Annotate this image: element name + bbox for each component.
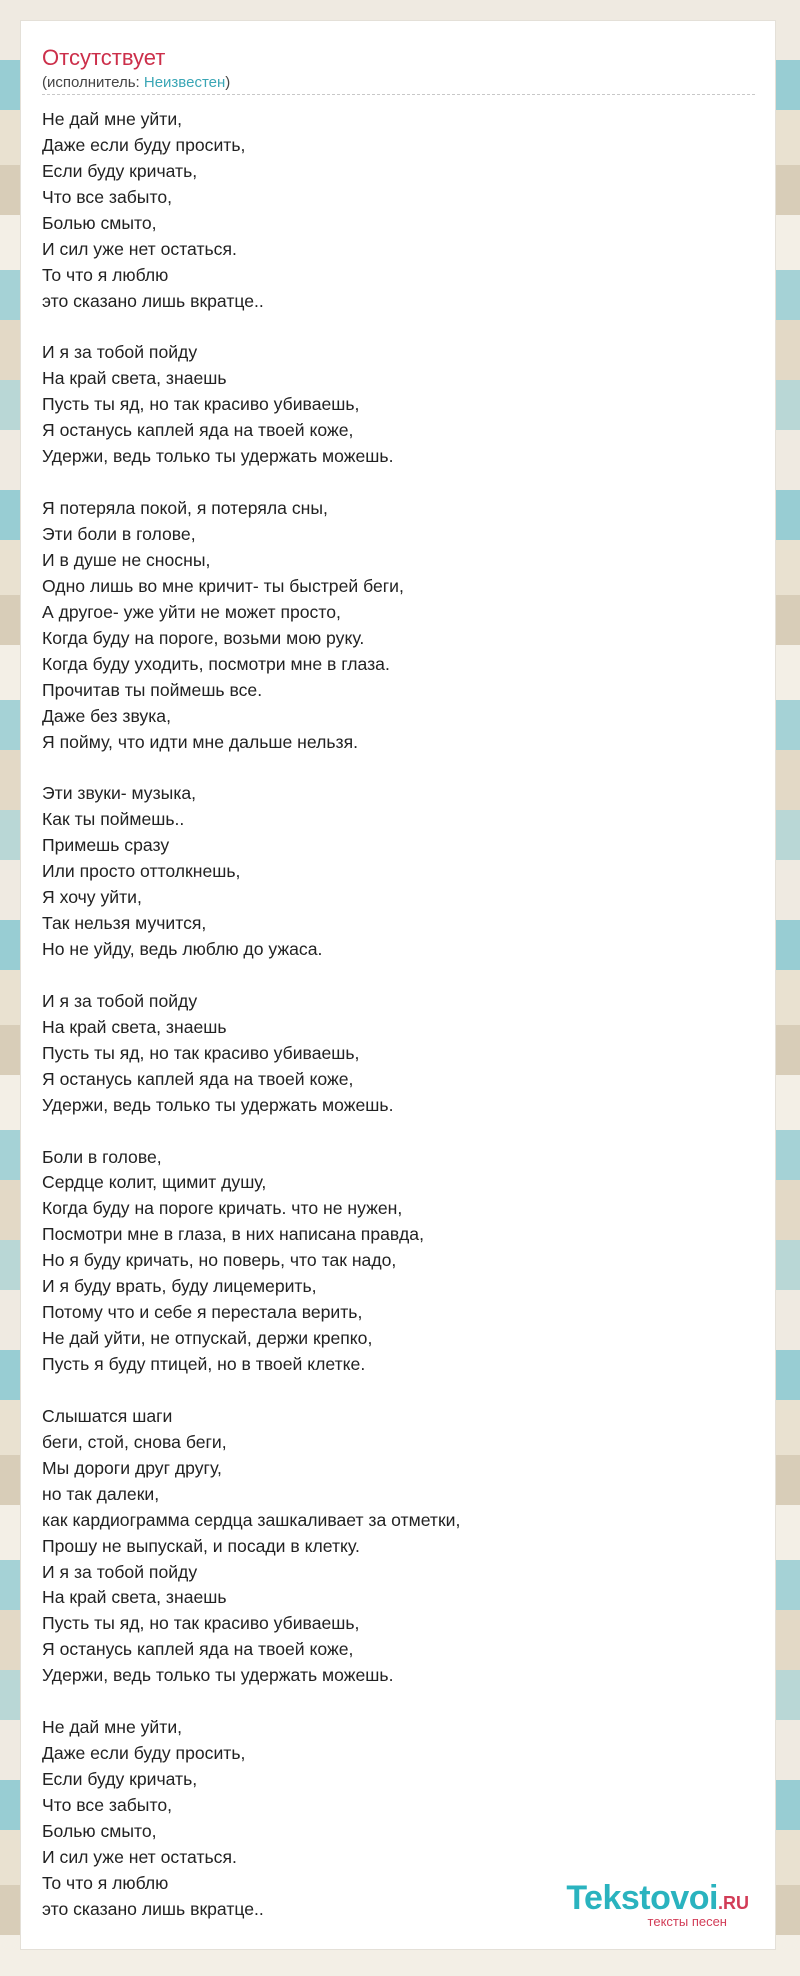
site-logo[interactable] — [566, 1879, 749, 1929]
logo-brand: Tekstovoi — [566, 1879, 718, 1917]
lyrics-card — [20, 20, 776, 1950]
logo-tld: .RU — [718, 1893, 749, 1913]
lyrics-text: Не дай мне уйти, Даже если буду просить, Если буду кричать, Что все забыто, Болью смыто, И сил уже нет остаться. То что я люблю это сказано лишь вкратце.. И я за тобой пойду На край света, знаешь Пусть ты яд, но так красиво убиваешь, Я останусь каплей яда на твоей коже, Удержи, ведь только ты удержать можешь. Я потеряла покой, я потеряла сны, Эти боли в голове, И в душе не сносны, Одно лишь во мне кричит- ты быстрей беги, А другое- уже уйти не может просто, Когда буду на пороге, возьми мою руку. Когда буду уходить, посмотри мне в глаза. Прочитав ты поймешь все. Даже без звука, Я пойму, что идти мне дальше нельзя. Эти звуки- музыка, Как ты поймешь.. Примешь сразу Или просто оттолкнешь, Я хочу уйти, Так нельзя мучится, Но не уйду, ведь люблю до ужаса. И я за тобой пойду На край света, знаешь Пусть ты яд, но так красиво убиваешь, Я останусь каплей яда на твоей коже, Удержи, ведь только ты удержать можешь. Боли в голове, Сердце колит, щимит душу, Когда буду на пороге кричать. что не нужен, Посмотри мне в глаза, в них написана правда, Но я буду кричать, но поверь, что так надо, И я буду врать, буду лицемерить, Потому что и себе я перестала верить, Не дай уйти, не отпускай, держи крепко, Пусть я буду птицей, но в твоей клетке. Слышатся шаги беги, стой, снова беги, Мы дороги друг другу, но так далеки, как кардиограмма сердца зашкаливает за отметки, Прошу не выпускай, и посади в клетку. И я за тобой пойду На край света, знаешь Пусть ты яд, но так красиво убиваешь, Я останусь каплей яда на твоей коже, Удержи, ведь только ты удержать можешь. Не дай мне уйти, Даже если буду просить, Если буду кричать, Что все забыто, Болью смыто, И сил уже нет остаться. То что я люблю это сказано лишь вкратце.. — [42, 109, 461, 1919]
artist-line — [42, 74, 230, 91]
song-title: Отсутствует — [42, 45, 166, 70]
logo-tagline: тексты песен — [647, 1914, 727, 1929]
artist-suffix: ) — [225, 74, 231, 91]
artist-link[interactable]: Неизвестен — [143, 74, 226, 91]
artist-prefix: (исполнитель: — [42, 74, 144, 91]
divider — [42, 94, 755, 95]
